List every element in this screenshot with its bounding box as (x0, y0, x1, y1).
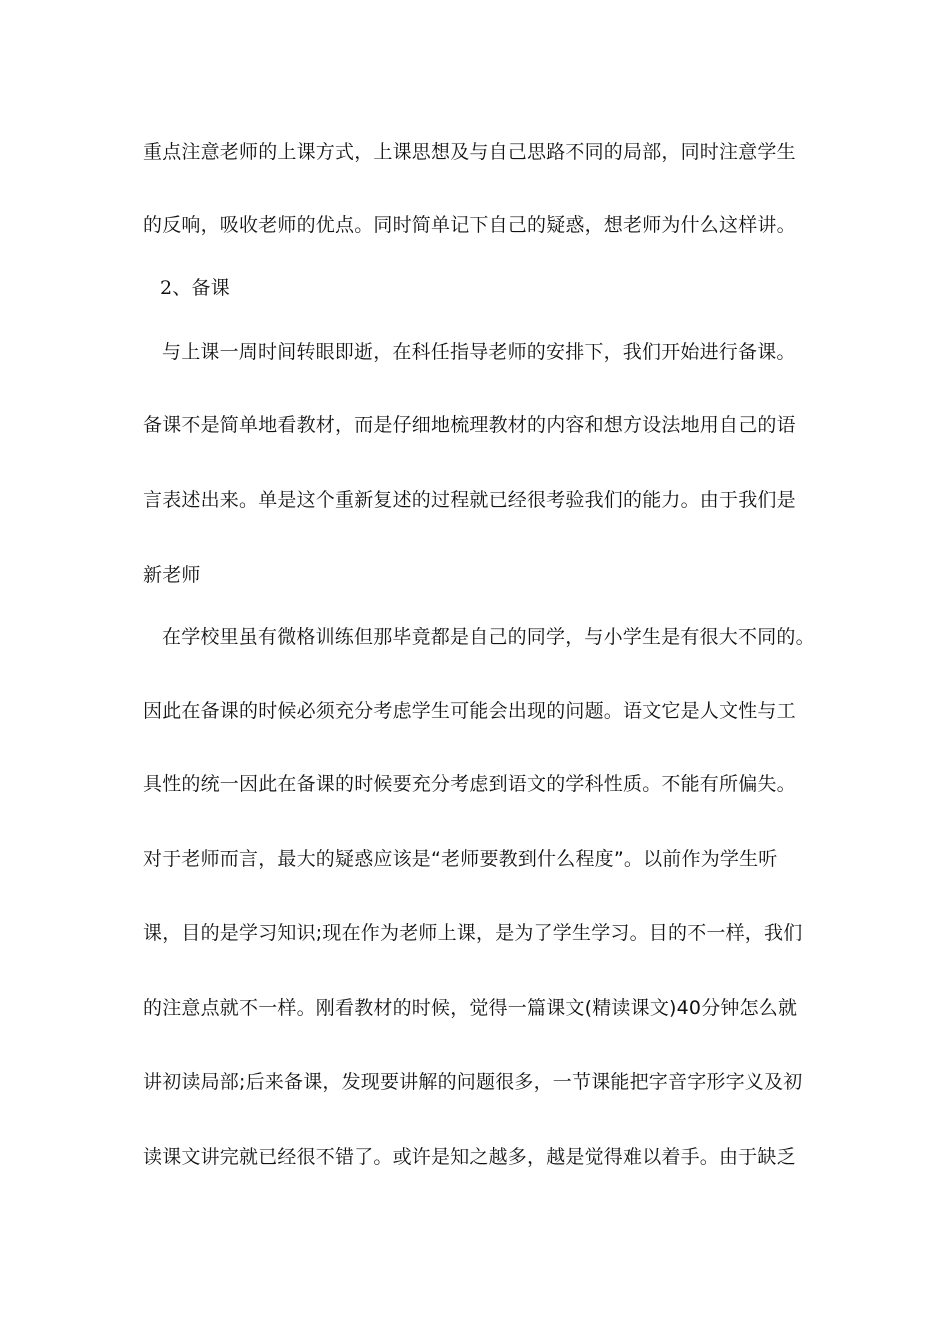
text-line: 言表述出来。单是这个重新复述的过程就已经很考验我们的能力。由于我们是 (143, 489, 796, 511)
text-line: 的注意点就不一样。刚看教材的时候，觉得一篇课文(精读课文)40分钟怎么就 (143, 997, 798, 1019)
text-line: 读课文讲完就已经很不错了。或许是知之越多，越是觉得难以着手。由于缺乏 (143, 1146, 796, 1168)
text-line: 的反响，吸收老师的优点。同时简单记下自己的疑惑，想老师为什么这样讲。 (143, 214, 796, 236)
text-line: 重点注意老师的上课方式，上课思想及与自己思路不同的局部，同时注意学生 (143, 141, 796, 163)
text-line: 与上课一周时间转眼即逝，在科任指导老师的安排下，我们开始进行备课。 (162, 341, 796, 363)
text-line: 讲初读局部;后来备课，发现要讲解的问题很多，一节课能把字音字形字义及初 (143, 1071, 803, 1093)
text-line: 在学校里虽有微格训练但那毕竟都是自己的同学，与小学生是有很大不同的。 (162, 626, 815, 648)
text-line: 新老师 (143, 564, 201, 586)
text-line: 因此在备课的时候必须充分考虑学生可能会出现的问题。语文它是人文性与工 (143, 700, 796, 722)
section-heading: 2、备课 (160, 277, 230, 299)
text-line: 对于老师而言，最大的疑惑应该是“老师要教到什么程度”。以前作为学生听 (143, 848, 778, 870)
text-line: 课，目的是学习知识;现在作为老师上课，是为了学生学习。目的不一样，我们 (143, 922, 803, 944)
text-line: 具性的统一因此在备课的时候要充分考虑到语文的学科性质。不能有所偏失。 (143, 773, 796, 795)
text-line: 备课不是简单地看教材，而是仔细地梳理教材的内容和想方设法地用自己的语 (143, 414, 796, 436)
